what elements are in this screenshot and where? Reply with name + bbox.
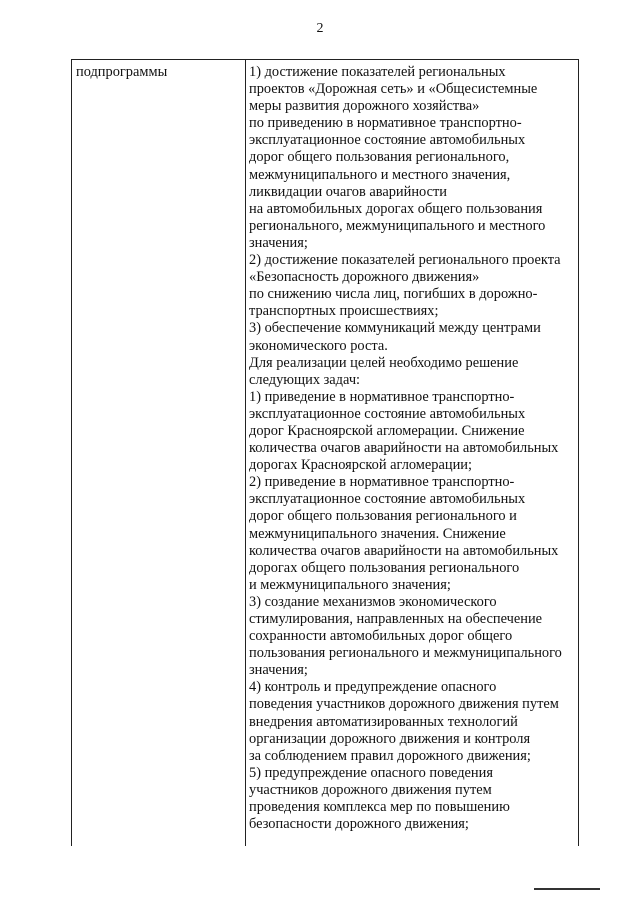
content-line: безопасности дорожного движения;: [249, 816, 469, 833]
content-line: 5) предупреждение опасного поведения: [249, 764, 493, 781]
content-line: экономического роста.: [249, 337, 388, 354]
content-line: по снижению числа лиц, погибших в дорожно-: [249, 286, 538, 303]
footer-mark: [534, 888, 600, 890]
page-number: 2: [316, 21, 324, 36]
content-line: за соблюдением правил дорожного движения;: [249, 747, 531, 764]
content-line: дорог общего пользования регионального и: [249, 508, 517, 525]
content-line: проведения комплекса мер по повышению: [249, 799, 510, 816]
content-line: регионального, межмуниципального и местного: [249, 217, 546, 234]
content-line: значения;: [249, 662, 308, 679]
content-line: на автомобильных дорогах общего пользования: [249, 200, 543, 217]
content-line: эксплуатационное состояние автомобильных: [249, 491, 526, 508]
content-line: 3) создание механизмов экономического: [249, 593, 497, 610]
content-line: по приведению в нормативное транспортно-: [249, 115, 522, 132]
section-content-cell: [249, 64, 579, 833]
content-line: межмуниципального и местного значения,: [249, 166, 511, 183]
content-line: 1) приведение в нормативное транспортно-: [249, 388, 515, 405]
content-line: сохранности автомобильных дорог общего: [249, 628, 513, 645]
content-line: эксплуатационное состояние автомобильных: [249, 132, 526, 149]
column-divider: [245, 60, 246, 846]
content-line: дорогах Красноярской агломерации;: [249, 457, 472, 474]
content-line: 3) обеспечение коммуникаций между центрами: [249, 320, 541, 337]
program-table: [71, 59, 579, 846]
content-line: эксплуатационное состояние автомобильных: [249, 405, 526, 422]
content-line: внедрения автоматизированных технологий: [249, 713, 518, 730]
content-line: дорогах общего пользования регионального: [249, 559, 520, 576]
content-line: пользования регионального и межмуниципального: [249, 645, 562, 662]
content-line: поведения участников дорожного движения путем: [249, 696, 559, 713]
content-line: дорог общего пользования регионального,: [249, 149, 510, 166]
content-line: дорог Красноярской агломерации. Снижение: [249, 422, 525, 439]
content-line: организации дорожного движения и контроля: [249, 730, 531, 747]
content-line: стимулирования, направленных на обеспечение: [249, 611, 543, 627]
content-line: ликвидации очагов аварийности: [249, 183, 447, 200]
content-line: 2) приведение в нормативное транспортно-: [249, 474, 515, 491]
content-line: количества очагов аварийности на автомобильных: [249, 440, 559, 457]
content-line: и межмуниципального значения;: [249, 576, 451, 593]
content-line: количества очагов аварийности на автомобильных: [249, 542, 559, 559]
content-line: значения;: [249, 234, 308, 251]
content-line: «Безопасность дорожного движения»: [249, 269, 480, 286]
content-line: меры развития дорожного хозяйства»: [249, 98, 480, 115]
content-line: Для реализации целей необходимо решение: [249, 354, 519, 371]
content-line: следующих задач:: [249, 371, 361, 388]
content-line: 2) достижение показателей регионального проекта: [249, 252, 561, 269]
content-line: участников дорожного движения путем: [249, 781, 492, 798]
content-line: межмуниципального значения. Снижение: [249, 525, 506, 542]
section-label-cell: подпрограммы: [76, 64, 168, 80]
content-line: проектов «Дорожная сеть» и «Общесистемные: [249, 81, 538, 98]
content-line: 1) достижение показателей региональных: [249, 64, 506, 80]
content-line: 4) контроль и предупреждение опасного: [249, 679, 497, 696]
content-line: транспортных происшествиях;: [249, 303, 439, 320]
